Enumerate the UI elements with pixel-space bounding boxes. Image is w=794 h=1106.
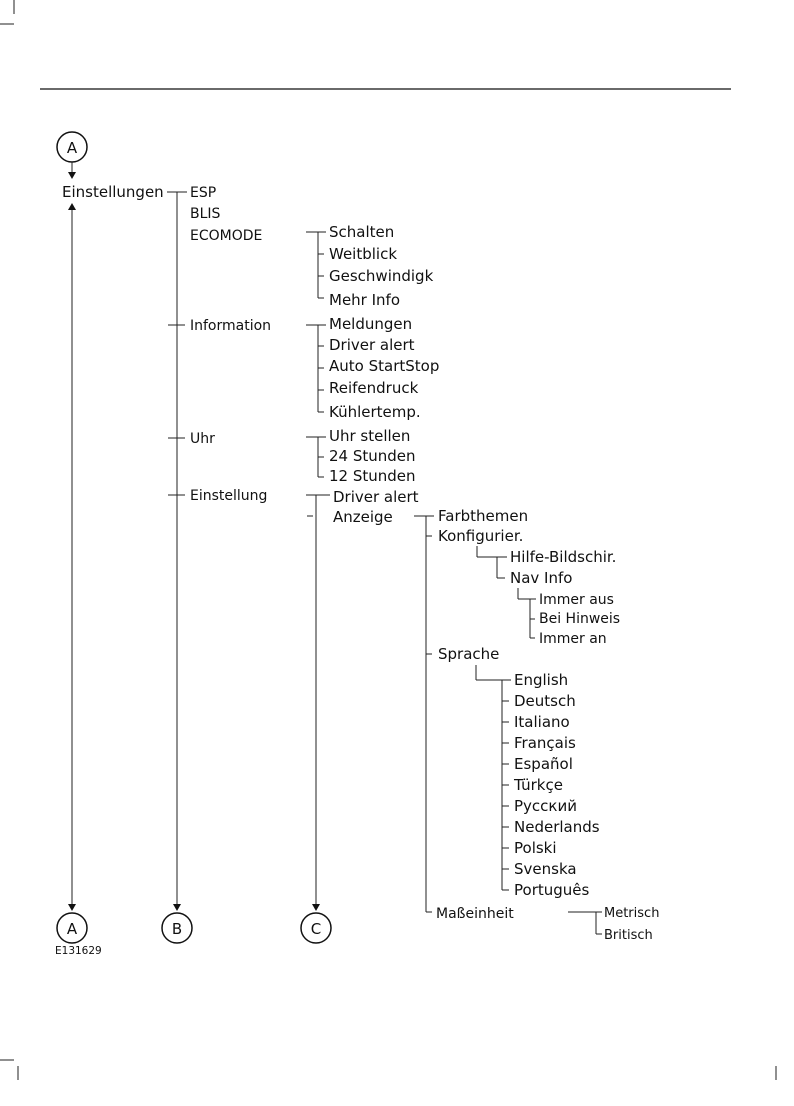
navinfo-item-immer-an: Immer an (539, 631, 607, 647)
connector-c-label: C (310, 920, 322, 938)
menu-item-uhr: Uhr (190, 431, 215, 447)
anzeige-item-farbthemen: Farbthemen (438, 507, 529, 525)
menu-item-information: Information (190, 318, 272, 334)
anzeige-item-masseinheit: Maßeinheit (436, 906, 514, 922)
sprache-item-svenska: Svenska (514, 860, 577, 878)
ecomode-submenu (306, 223, 434, 309)
sprache-item-polski: Polski (514, 839, 557, 857)
root-label: Einstellungen (62, 183, 164, 201)
ecomode-item-weitblick: Weitblick (329, 245, 398, 263)
navinfo-item-bei-hinweis: Bei Hinweis (539, 611, 621, 627)
menu-item-blis: BLIS (190, 206, 221, 222)
ecomode-item-mehr-info: Mehr Info (329, 291, 401, 309)
sprache-item-deutsch: Deutsch (514, 692, 576, 710)
menu-item-ecomode: ECOMODE (190, 228, 263, 244)
einstellung-item-driver-alert: Driver alert (333, 488, 419, 506)
navinfo-submenu (518, 588, 620, 647)
sprache-item-espanol: Español (514, 755, 573, 773)
ecomode-item-schalten: Schalten (329, 223, 395, 241)
information-submenu (306, 315, 439, 421)
information-item-auto-startstop: Auto StartStop (329, 357, 440, 375)
menu-item-esp: ESP (190, 185, 217, 201)
menu-item-einstellung: Einstellung (190, 488, 268, 504)
konfigurier-item-hilfe-bildschir: Hilfe-Bildschir. (510, 548, 617, 566)
uhr-item-12-stunden: 12 Stunden (329, 467, 416, 485)
navinfo-item-immer-aus: Immer aus (539, 592, 614, 608)
konfigurier-item-nav-info: Nav Info (510, 569, 573, 587)
information-item-kuehlertemp: Kühlertemp. (329, 403, 421, 421)
sprache-item-francais: Français (514, 734, 576, 752)
masseinheit-item-metrisch: Metrisch (604, 906, 660, 921)
sprache-item-italiano: Italiano (514, 713, 570, 731)
connector-a-top-label: A (66, 139, 78, 157)
level1-menu (168, 185, 271, 504)
sprache-item-nederlands: Nederlands (514, 818, 600, 836)
sprache-item-turkce: Türkçe (514, 776, 563, 794)
information-item-meldungen: Meldungen (329, 315, 413, 333)
sprache-item-english: English (514, 671, 569, 689)
sprache-submenu (476, 665, 600, 899)
ecomode-item-geschwindigk: Geschwindigk (329, 267, 434, 285)
anzeige-item-konfigurier: Konfigurier. (438, 527, 524, 545)
masseinheit-submenu (568, 906, 659, 943)
connector-a-bottom-label: A (66, 920, 78, 938)
information-item-driver-alert: Driver alert (329, 336, 415, 354)
uhr-item-uhr-stellen: Uhr stellen (329, 427, 411, 445)
uhr-submenu (306, 427, 416, 485)
sprache-item-portugues: Português (514, 881, 590, 899)
konfigurier-submenu (477, 546, 616, 587)
information-item-reifendruck: Reifendruck (329, 379, 419, 397)
connector-b-label: B (171, 920, 183, 938)
uhr-item-24-stunden: 24 Stunden (329, 447, 416, 465)
einstellung-item-anzeige: Anzeige (333, 508, 393, 526)
sprache-item-russkiy: Русский (514, 797, 577, 815)
einstellung-submenu (306, 488, 419, 911)
anzeige-item-sprache: Sprache (438, 645, 500, 663)
figure-id: E131629 (55, 945, 102, 957)
masseinheit-item-britisch: Britisch (604, 928, 653, 943)
